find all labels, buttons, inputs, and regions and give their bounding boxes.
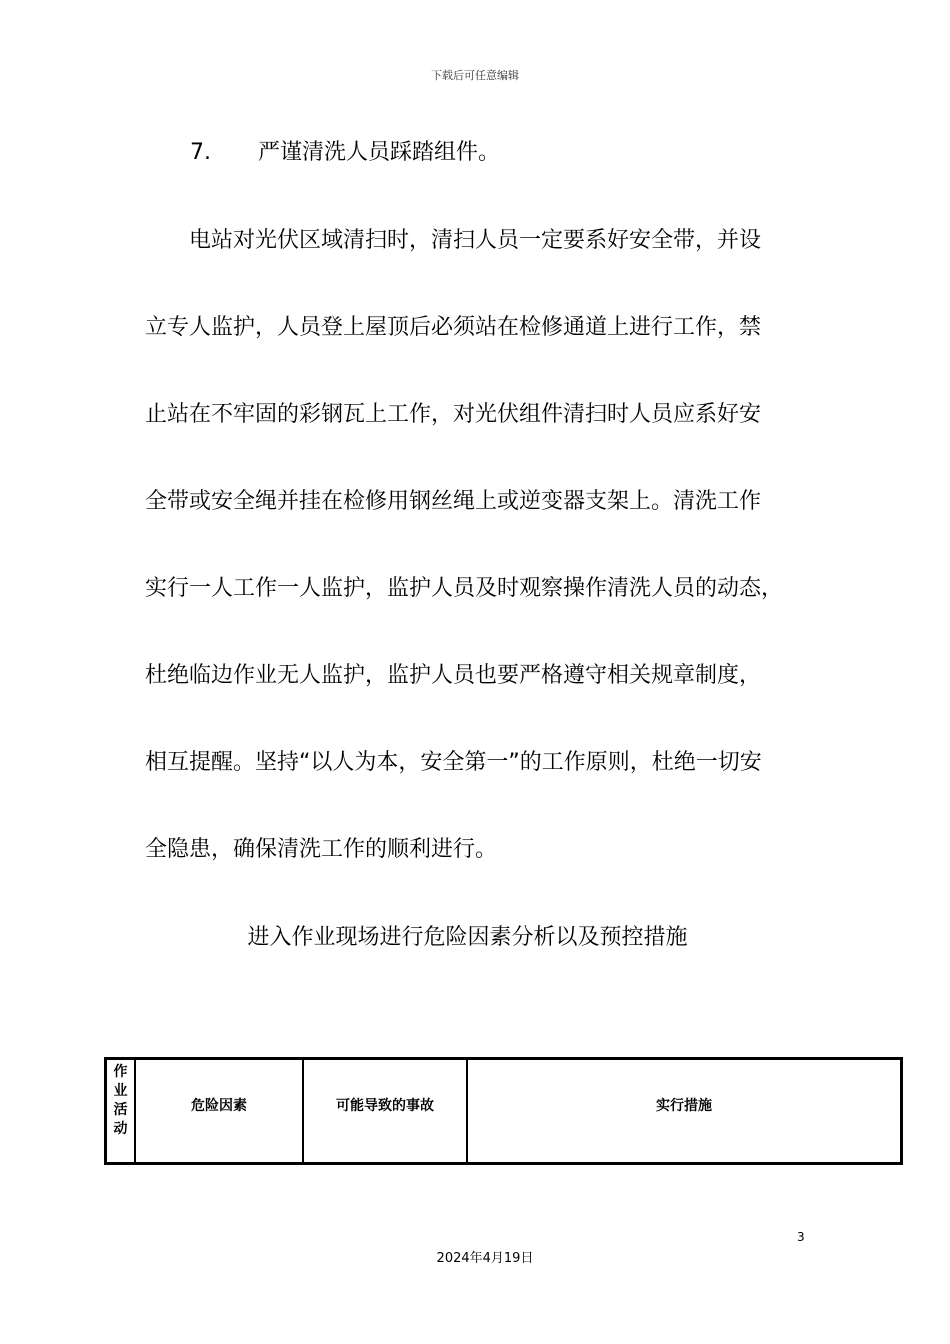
- paragraph-line: 杜绝临边作业无人监护，监护人员也要严格遵守相关规章制度，: [145, 663, 762, 688]
- header-cell-hazard: [135, 1059, 303, 1164]
- header-activity-label: 作业活动: [113, 1064, 128, 1137]
- paragraph-line: 全带或安全绳并挂在检修用钢丝绳上或逆变器支架上。清洗工作: [145, 489, 762, 514]
- paragraph-line: 全隐患，确保清洗工作的顺利进行。: [145, 837, 498, 862]
- page-header-note: 下载后可任意编辑: [431, 69, 519, 82]
- paragraph-line: 止站在不牢固的彩钢瓦上工作，对光伏组件清扫时人员应系好安: [145, 402, 762, 427]
- footer-date: 2024年4月19日: [436, 1251, 534, 1266]
- list-item-7: [190, 138, 500, 168]
- section-title: 进入作业现场进行危险因素分析以及预控措施: [247, 925, 688, 950]
- header-cell-measures: [467, 1059, 902, 1164]
- header-measures-label: 实行措施: [656, 1098, 712, 1114]
- list-item-text: 严谨清洗人员踩踏组件。: [258, 140, 501, 165]
- paragraph-line: 电站对光伏区域清扫时，清扫人员一定要系好安全带，并设: [145, 228, 762, 253]
- risk-analysis-table: [104, 1057, 903, 1165]
- header-cell-activity: [106, 1059, 136, 1164]
- table-header-row: [106, 1059, 902, 1164]
- header-hazard-label: 危险因素: [191, 1098, 247, 1114]
- page-number: 3: [797, 1230, 805, 1244]
- header-accident-label: 可能导致的事故: [336, 1098, 434, 1114]
- paragraph-line: 相互提醒。坚持“以人为本，安全第一”的工作原则，杜绝一切安: [145, 750, 762, 775]
- header-cell-accident: [303, 1059, 467, 1164]
- paragraph-line: 立专人监护，人员登上屋顶后必须站在检修通道上进行工作，禁: [145, 315, 762, 340]
- list-item-number: 7.: [190, 140, 211, 165]
- paragraph-line: 实行一人工作一人监护，监护人员及时观察操作清洗人员的动态，: [145, 576, 784, 601]
